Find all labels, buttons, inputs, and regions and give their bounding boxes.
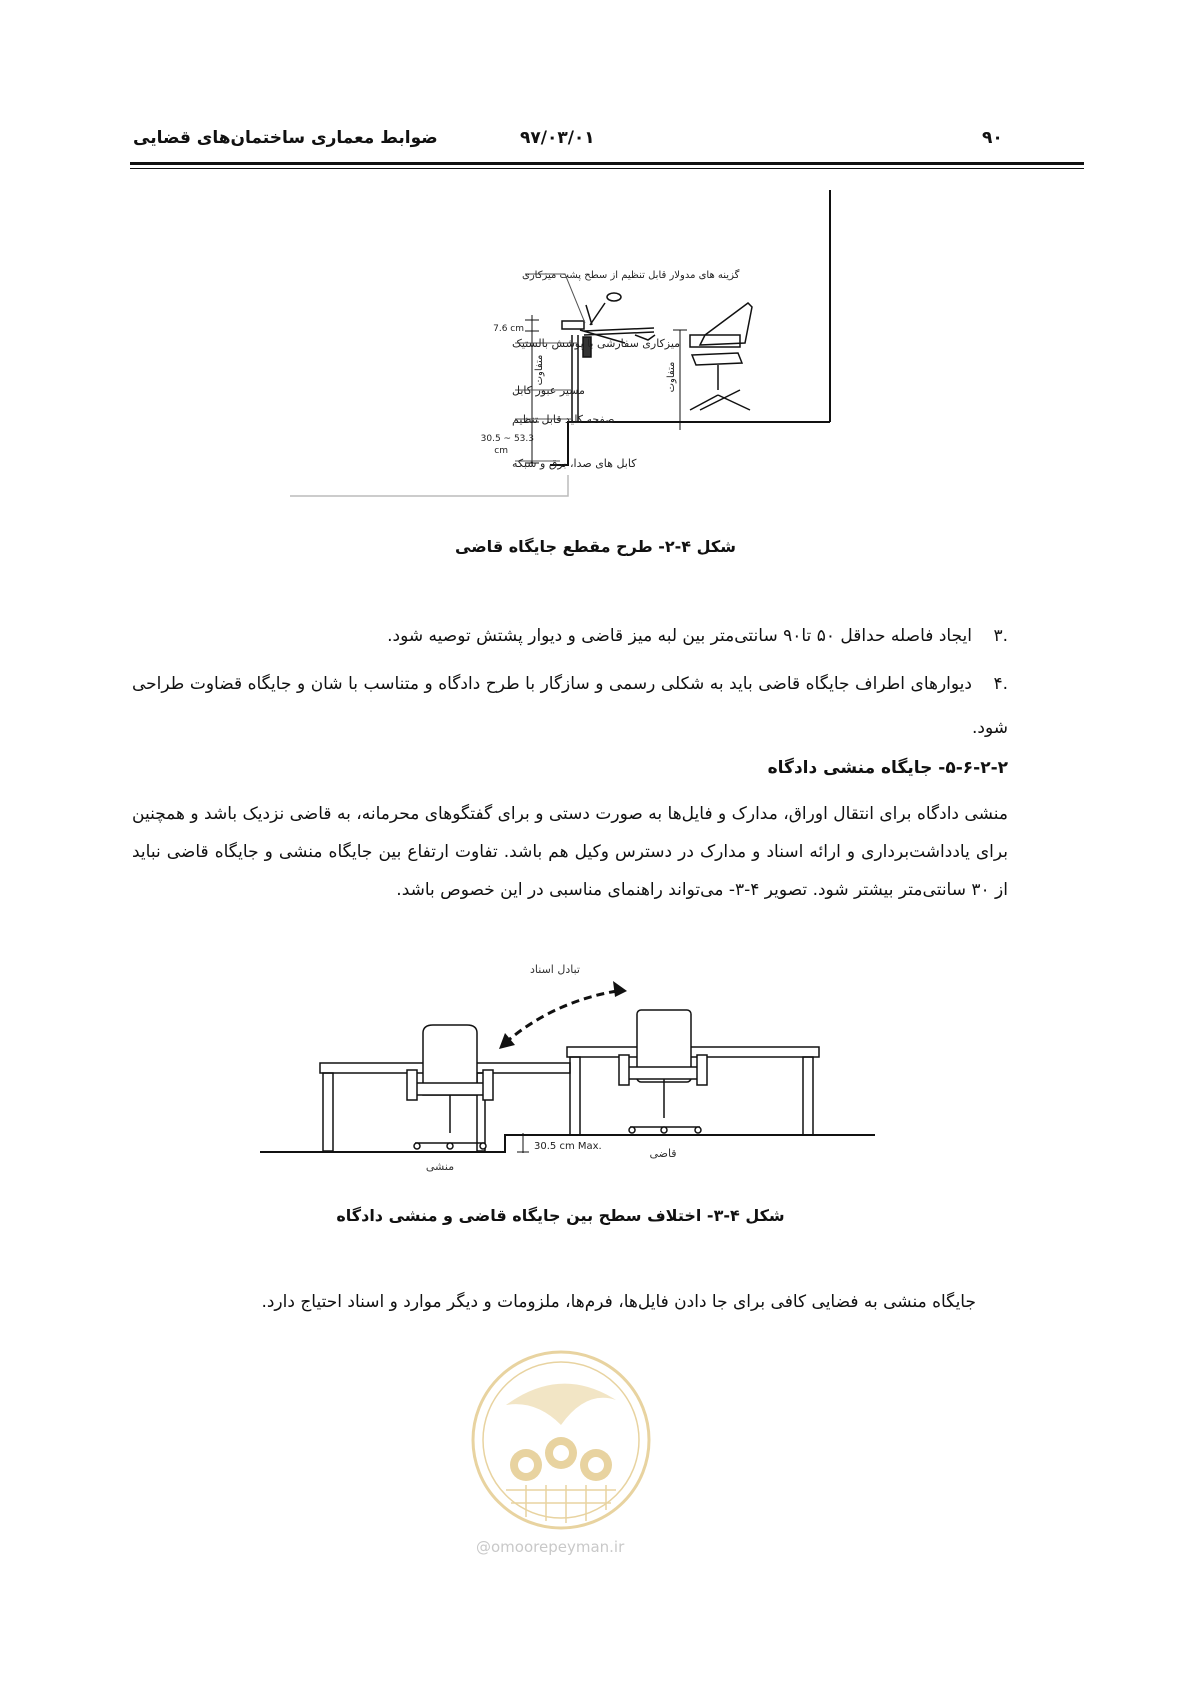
arrow-head-left: [499, 1033, 515, 1049]
body-paragraph: منشی دادگاه برای انتقال اوراق، مدارک و فایل‌ها به صورت دستی و برای گفتگوهای محرمانه، به قاضی نزدیک باشد و همچنین برای یادداشت‌برداری و ارائه اسناد و مدارک در دسترس وکیل هم باشد. تفاوت ارتفاع بین جایگاه منشی و جایگاه قاضی نباید از ۳۰ سانتی‌متر بیشتر شود. تصویر ۴-۳- می‌تواند راهنمای مناسبی در این خصوص باشد.: [132, 804, 1008, 900]
label-dim-top: 7.6 cm: [493, 324, 524, 334]
closing-paragraph: جایگاه منشی به فضایی کافی برای جا دادن فایل‌ها، فرم‌ها، ملزومات و دیگر موارد و اسناد احتیاج دارد.: [261, 1292, 976, 1312]
label-dim-range: 30.5 ~ 53.3: [480, 434, 534, 444]
clerk-chair: [407, 1025, 493, 1149]
label-clerk: منشی: [425, 1160, 455, 1173]
figure-judge-bench-section: [280, 185, 850, 505]
list-item-text: دیوارهای اطراف جایگاه قاضی باید به شکلی رسمی و سازگار با طرح دادگاه و متناسب با شان و جایگاه قضاوت طراحی شود.: [132, 674, 1008, 738]
lower-floor: [290, 475, 568, 496]
label-exchange: تبادل اسناد: [530, 963, 580, 976]
label-varies-right: متفاوت: [666, 361, 677, 393]
watermark-url-text: omoorepeyman.ir: [491, 1538, 625, 1556]
header-date: ۹۷/۰۳/۰۱: [520, 128, 595, 148]
header-rule-thin: [130, 168, 1084, 169]
at-icon: @: [476, 1538, 491, 1556]
label-cable-path: مسیر عبور کابل: [512, 384, 585, 397]
judge-chair: [690, 303, 752, 410]
header-title: ضوابط معماری ساختمان‌های قضایی: [133, 128, 438, 148]
figure1-caption: شکل ۴-۲- طرح مقطع جایگاه قاضی: [455, 537, 736, 556]
watermark-url: [476, 1538, 624, 1556]
list-item: [132, 662, 1008, 750]
label-keyboard: صفحه کلید قابل تنظیم: [512, 413, 615, 426]
list-item-text: ایجاد فاصله حداقل ۵۰ تا۹۰ سانتی‌متر بین لبه میز قاضی و دیوار پشتش توصیه شود.: [387, 626, 972, 646]
label-cables: کابل های صدا، برق و شبکه: [512, 457, 637, 470]
list-item: [132, 614, 1008, 658]
label-custom-desk: میزکاری سفارشی با پوشش بالستیک: [512, 337, 681, 350]
label-modular-options: گزینه های مدولار قابل تنظیم از سطح پشت میزکاری: [522, 270, 740, 281]
list-item-number: .۴: [993, 674, 1008, 694]
header-rule-thick: [130, 162, 1084, 165]
page-number: ۹۰: [982, 128, 1003, 148]
exchange-arrow: [505, 990, 623, 1043]
arrow-head-right: [613, 981, 627, 997]
logo-script-mark: [506, 1384, 616, 1425]
list-item-number: .۳: [993, 626, 1008, 646]
label-max-height: 30.5 cm Max.: [534, 1141, 602, 1152]
section-title: ۵-۶-۲-۲- جایگاه منشی دادگاه: [767, 758, 1008, 778]
figure-clerk-judge-levels: [255, 955, 885, 1185]
judge-chair: [619, 1010, 707, 1133]
label-judge: قاضی: [649, 1147, 677, 1160]
label-dim-unit: cm: [494, 446, 508, 456]
leader-lines: [515, 274, 585, 461]
label-varies-left: متفاوت: [534, 354, 545, 386]
watermark-logo: [466, 1345, 656, 1535]
figure2-caption: شکل ۴-۳- اختلاف سطح بین جایگاه قاضی و منشی دادگاه: [336, 1206, 785, 1225]
judge-desk: [567, 1047, 819, 1135]
judge-desk: [562, 293, 655, 422]
